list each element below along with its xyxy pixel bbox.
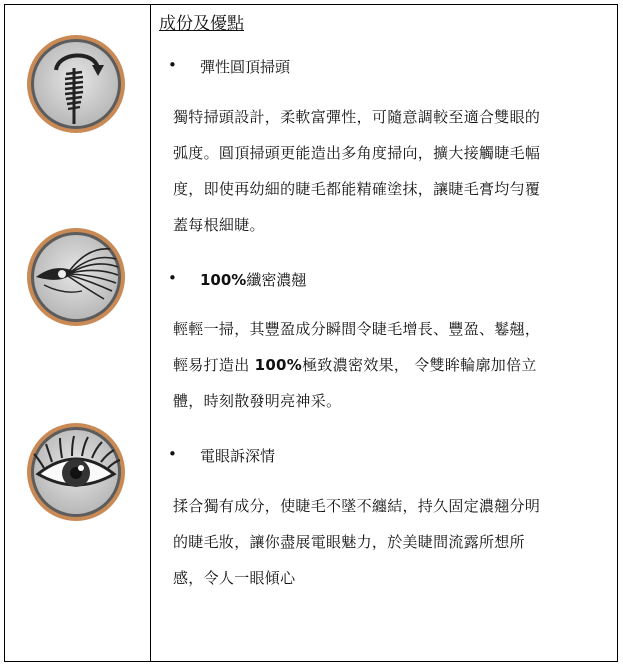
side-eye-lashes-icon (24, 225, 128, 329)
front-eye-lashes-icon (24, 420, 128, 524)
description-line: 輕輕一掃，其豐盈成分瞬間令睫毛增長、豐盈、鬈翹， (173, 320, 541, 338)
column-divider (150, 5, 151, 661)
feature-title-text (200, 269, 306, 290)
bullet-icon: • (168, 56, 177, 74)
description-line: 蓋每根細睫。 (173, 216, 265, 234)
feature-description-2 (173, 311, 613, 419)
description-bold-fragment: 100% (254, 356, 303, 374)
description-fragment: 輕易打造出 (173, 356, 255, 374)
description-line (173, 347, 613, 383)
feature-table (4, 4, 618, 662)
description-line: 獨特掃頭設計，柔軟富彈性，可隨意調較至適合雙眼的 (173, 108, 541, 126)
feature-description-1 (173, 99, 613, 243)
feature-title-rest: 纖密濃翹 (246, 271, 307, 289)
description-line: 弧度。圓頂掃頭更能造出多角度掃向，擴大接觸睫毛幅 (173, 144, 541, 162)
description-line: 感，令人一眼傾心 (173, 569, 296, 587)
bullet-icon: • (168, 269, 177, 287)
description-line: 的睫毛妝，讓你盡展電眼魅力，於美睫間流露所想所 (173, 533, 525, 551)
feature-title-text: 電眼訴深情 (200, 447, 276, 465)
feature-title-text: 彈性圓頂掃頭 (200, 58, 291, 76)
section-heading: 成份及優點 (159, 14, 244, 34)
description-line: 體，時刻散發明亮神采。 (173, 392, 342, 410)
feature-description-3 (173, 488, 613, 596)
mascara-brush-icon (24, 32, 128, 136)
description-fragment: 極致濃密效果， 令雙眸輪廓加倍立 (302, 356, 537, 374)
description-line: 揉合獨有成分，使睫毛不墜不纏結，持久固定濃翹分明 (173, 497, 541, 515)
bullet-icon: • (168, 445, 177, 463)
feature-title-bold: 100% (200, 271, 247, 289)
description-line: 度，即使再幼細的睫毛都能精確塗抹，讓睫毛膏均勻覆 (173, 180, 541, 198)
